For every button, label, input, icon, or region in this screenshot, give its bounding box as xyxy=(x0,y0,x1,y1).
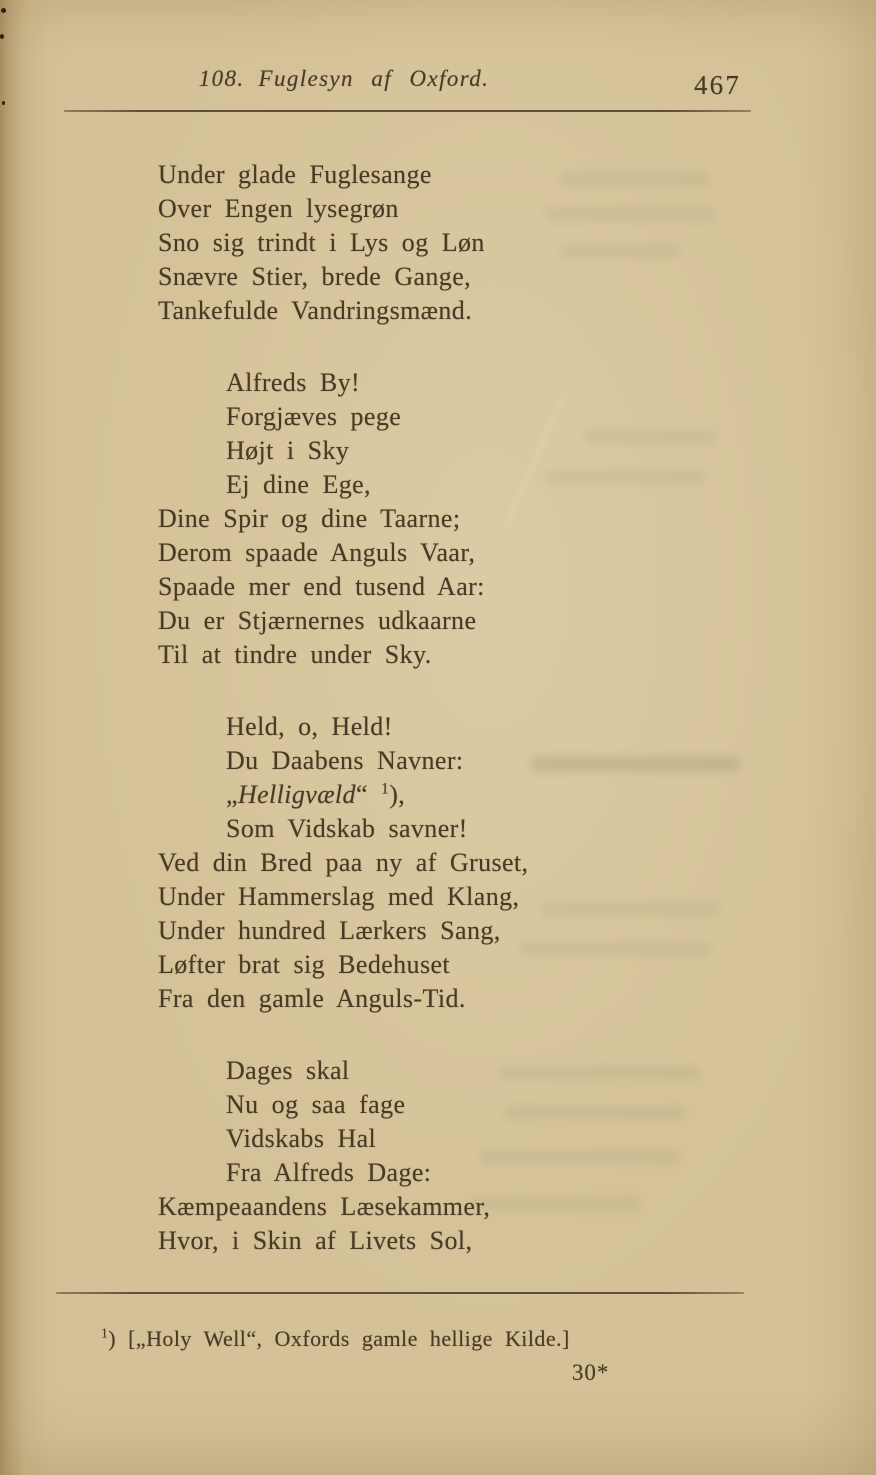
poem-line xyxy=(158,710,718,744)
footnote-text: ) [„Holy Well“, Oxfords gamle hellige Kilde.] xyxy=(108,1326,570,1351)
poem-line xyxy=(158,260,718,294)
poem-line xyxy=(158,744,718,778)
poem-line xyxy=(158,1122,718,1156)
poem-line-segment: Snævre Stier, brede Gange, xyxy=(158,262,472,291)
poem-line xyxy=(158,948,718,982)
footnote xyxy=(101,1326,570,1352)
poem-line xyxy=(158,400,718,434)
poem-line-segment: “ xyxy=(355,780,381,809)
poem-line xyxy=(158,192,718,226)
poem-line-segment: Sno sig trindt i Lys og Løn xyxy=(158,228,485,257)
poem-line xyxy=(158,158,718,192)
poem-line xyxy=(158,1054,718,1088)
poem-line-segment: Fra Alfreds Dage: xyxy=(226,1158,432,1187)
poem-line xyxy=(158,226,718,260)
poem-line xyxy=(158,638,718,672)
poem-line-segment: Ej dine Ege, xyxy=(226,470,371,499)
poem-line xyxy=(158,982,718,1016)
poem-line-segment: Du Daabens Navner: xyxy=(226,746,464,775)
poem-line-segment: Alfreds By! xyxy=(226,368,361,397)
poem-line-segment: Til at tindre under Sky. xyxy=(158,640,432,669)
poem-line-segment: Forgjæves pege xyxy=(226,402,402,431)
poem-line-segment: Held, o, Held! xyxy=(226,712,393,741)
poem-line xyxy=(158,914,718,948)
poem xyxy=(158,158,718,1296)
poem-line xyxy=(158,1224,718,1258)
header-rule xyxy=(64,110,751,112)
poem-line-segment: Som Vidskab savner! xyxy=(226,814,468,843)
footnote-marker: 1 xyxy=(101,1325,109,1341)
footnote-rule xyxy=(56,1292,744,1294)
poem-line-segment: Helligvæld xyxy=(237,780,356,809)
poem-line xyxy=(158,604,718,638)
poem-line xyxy=(158,778,718,812)
poem-line-segment: Dages skal xyxy=(226,1056,350,1085)
page-number: 467 xyxy=(694,70,741,100)
poem-line-segment: Vidskabs Hal xyxy=(226,1124,377,1153)
poem-line-segment: Over Engen lysegrøn xyxy=(158,194,399,223)
running-header xyxy=(64,66,624,92)
poem-line-segment: „ xyxy=(226,780,238,809)
poem-line xyxy=(158,570,718,604)
poem-line-segment: Under hundred Lærkers Sang, xyxy=(158,916,501,945)
poem-line xyxy=(158,1156,718,1190)
poem-line-segment: Under Hammerslag med Klang, xyxy=(158,882,520,911)
poem-line xyxy=(158,434,718,468)
poem-line xyxy=(158,366,718,400)
poem-stanza xyxy=(158,366,718,672)
signature-mark: 30* xyxy=(572,1360,610,1385)
poem-line-segment: Ved din Bred paa ny af Gruset, xyxy=(158,848,529,877)
poem-line xyxy=(158,880,718,914)
poem-line xyxy=(158,468,718,502)
paper-speck xyxy=(0,34,4,39)
poem-line-segment: Hvor, i Skin af Livets Sol, xyxy=(158,1226,473,1255)
poem-line-segment: Løfter brat sig Bedehuset xyxy=(158,950,450,979)
poem-line xyxy=(158,1088,718,1122)
poem-line xyxy=(158,294,718,328)
poem-line-segment: Tankefulde Vandringsmænd. xyxy=(158,296,473,325)
poem-stanza xyxy=(158,158,718,328)
poem-line-segment: ), xyxy=(389,780,406,809)
poem-line-segment: Under glade Fuglesange xyxy=(158,160,432,189)
chapter-number: 108. xyxy=(198,66,245,91)
poem-line-segment: 1 xyxy=(381,780,390,798)
poem-line-segment: Dine Spir og dine Taarne; xyxy=(158,504,461,533)
poem-line-segment: Højt i Sky xyxy=(226,436,350,465)
poem-line-segment: Nu og saa fage xyxy=(226,1090,406,1119)
poem-stanza xyxy=(158,710,718,1016)
poem-line xyxy=(158,502,718,536)
poem-line-segment: Derom spaade Anguls Vaar, xyxy=(158,538,476,567)
paper-speck xyxy=(1,8,6,13)
poem-line-segment: Kæmpeaandens Læsekammer, xyxy=(158,1192,491,1221)
poem-line xyxy=(158,1190,718,1224)
poem-line-segment: Fra den gamle Anguls-Tid. xyxy=(158,984,466,1013)
poem-line-segment: Spaade mer end tusend Aar: xyxy=(158,572,485,601)
poem-line xyxy=(158,536,718,570)
poem-stanza xyxy=(158,1054,718,1258)
chapter-title: Fuglesyn af Oxford. xyxy=(258,66,490,91)
poem-line xyxy=(158,846,718,880)
paper-speck xyxy=(2,101,5,105)
poem-line xyxy=(158,812,718,846)
poem-line-segment: Du er Stjærnernes udkaarne xyxy=(158,606,477,635)
